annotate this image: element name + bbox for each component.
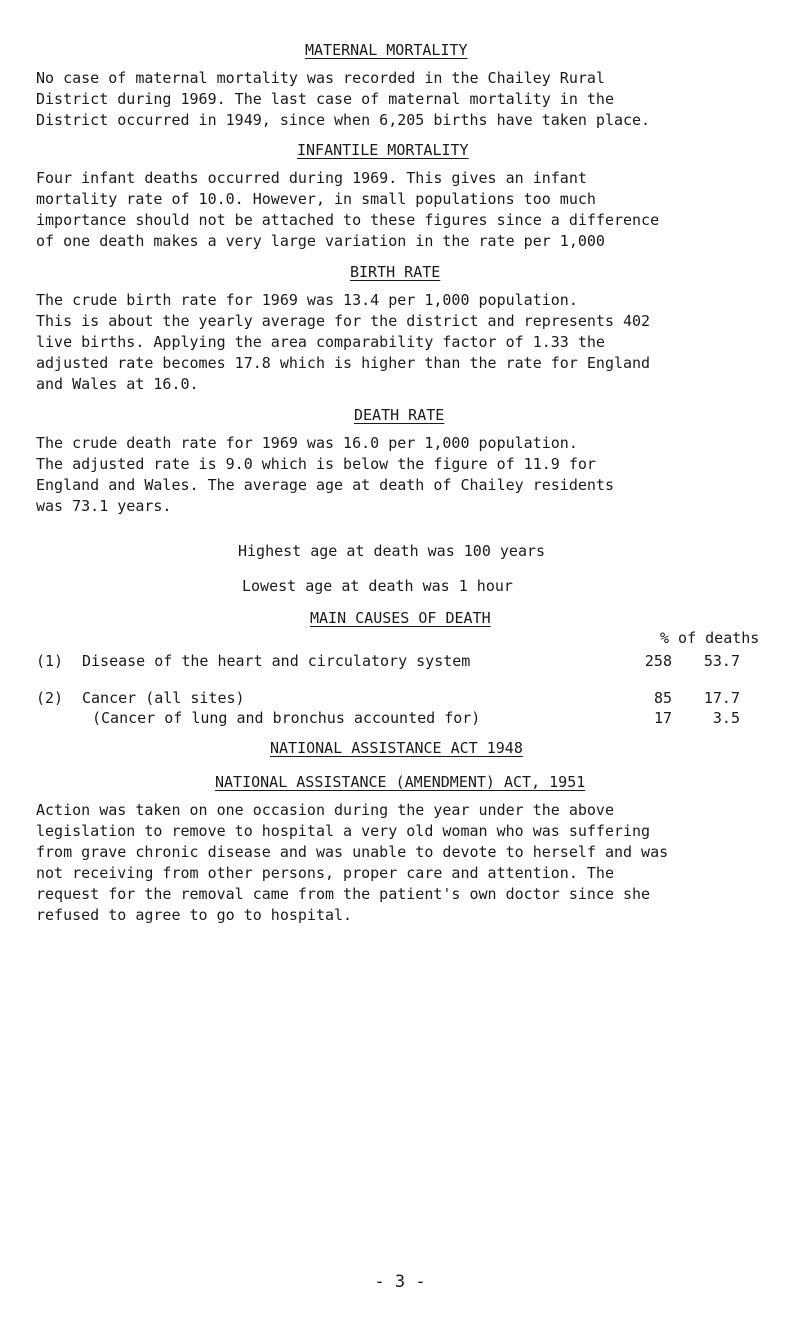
main-causes-heading: MAIN CAUSES OF DEATH [310, 609, 491, 627]
death-count: 85 [653, 689, 672, 707]
national-assistance-amendment-heading: NATIONAL ASSISTANCE (AMENDMENT) ACT, 1951 [215, 773, 586, 791]
maternal-mortality-heading: MATERNAL MORTALITY [305, 41, 468, 59]
maternal-mortality-text: No case of maternal mortality was recorded in the Chailey Rural District during 1969. The last case of maternal mortality in the District occurred in 1949, since when 6,205 births have taken place. [36, 69, 651, 129]
cause-label: Cancer (all sites) [82, 689, 245, 707]
infantile-mortality-heading: INFANTILE MORTALITY [297, 141, 469, 159]
death-rate-text: The crude death rate for 1969 was 16.0 per 1,000 population. The adjusted rate is 9.0 which is below the figure of 11.9 for England and Wales. The average age at death of Chailey residents was 73.1 years. [36, 434, 614, 515]
percent-deaths-header: % of deaths [660, 629, 760, 647]
death-percent: 53.7 [703, 652, 740, 670]
birth-rate-heading: BIRTH RATE [350, 263, 441, 281]
infantile-mortality-text: Four infant deaths occurred during 1969. This gives an infant mortality rate of 10.0. However, in small populations too much importance should not be attached to these figures since a difference of one death makes a very large variation in the rate per 1,000 [36, 169, 660, 250]
death-percent: 3.5 [712, 709, 740, 727]
row-number: (2) [36, 689, 64, 707]
birth-rate-text: The crude birth rate for 1969 was 13.4 per 1,000 population. This is about the yearly average for the district and represents 402 live births. Applying the area comparability factor of 1.33 the adjusted rate becomes 17.8 which is higher than the rate for England and Wales at 16.0. [36, 291, 651, 393]
page-number: - 3 - [374, 1272, 426, 1292]
death-rate-heading: DEATH RATE [354, 406, 445, 424]
death-count: 17 [653, 709, 672, 727]
death-count: 258 [644, 652, 672, 670]
cause-label: (Cancer of lung and bronchus accounted for) [92, 709, 481, 727]
highest-age-line: Highest age at death was 100 years [238, 542, 546, 560]
cause-label: Disease of the heart and circulatory system [82, 652, 471, 670]
death-percent: 17.7 [703, 689, 740, 707]
national-assistance-heading: NATIONAL ASSISTANCE ACT 1948 [270, 739, 523, 757]
national-assistance-text: Action was taken on one occasion during the year under the above legislation to remove to hospital a very old woman who was suffering from grave chronic disease and was unable to devote to herself and was not receiving from other persons, proper care and attention. The request for the removal came from the patient's own doctor since she refused to agree to go to hospital. [36, 801, 669, 924]
row-number: (1) [36, 652, 64, 670]
lowest-age-line: Lowest age at death was 1 hour [242, 577, 513, 595]
